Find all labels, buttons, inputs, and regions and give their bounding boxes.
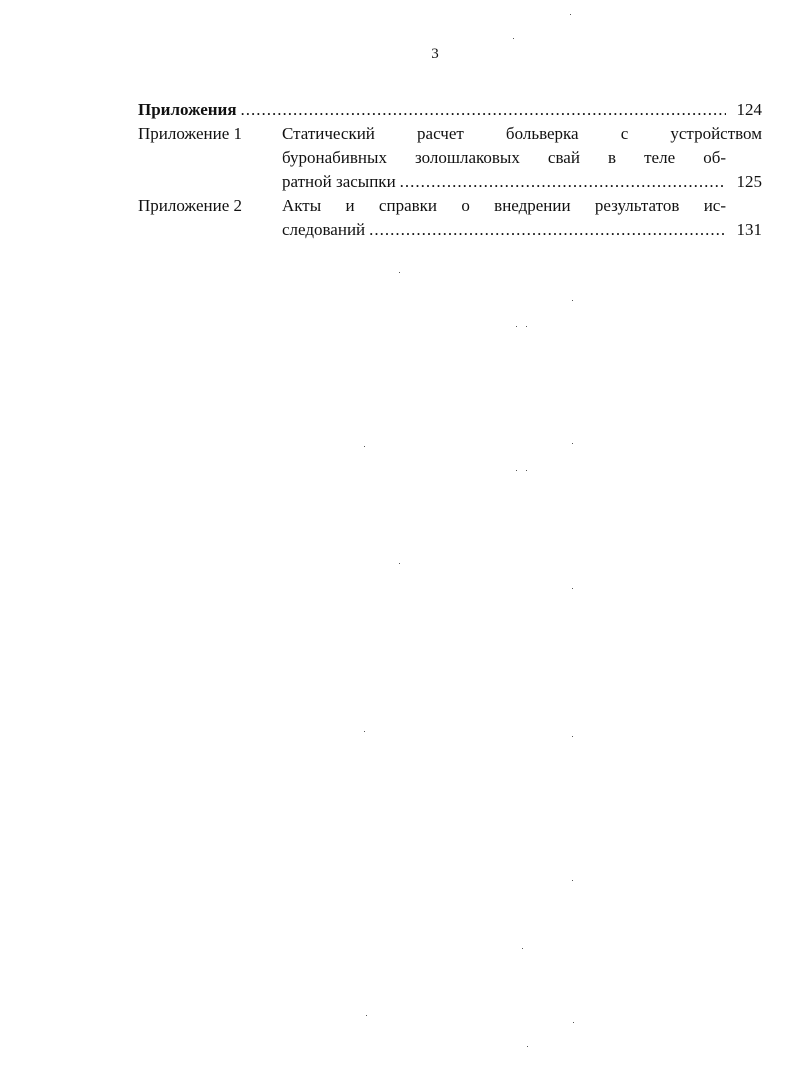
dot-leader xyxy=(369,218,726,242)
toc-entry-text: следований xyxy=(282,220,366,239)
toc-entry-text: ратной засыпки xyxy=(282,172,396,191)
scan-speck xyxy=(572,880,573,881)
toc-entry-body xyxy=(282,122,762,194)
scan-speck xyxy=(399,563,400,564)
scan-speck xyxy=(399,272,400,273)
toc-page-number: 131 xyxy=(736,220,762,239)
scan-speck xyxy=(522,948,523,949)
table-of-contents xyxy=(138,98,762,242)
scan-speck xyxy=(364,731,365,732)
dot-leader xyxy=(400,170,726,194)
toc-entry-label: Приложение 1 xyxy=(138,124,242,143)
scan-speck xyxy=(572,736,573,737)
scan-speck xyxy=(572,300,573,301)
scan-speck xyxy=(366,1015,367,1016)
toc-page-number: 125 xyxy=(736,172,762,191)
toc-entry-appendix-1 xyxy=(138,122,762,194)
toc-entry-text: буронабивных золошлаковых свай в теле об- xyxy=(282,148,726,167)
toc-entry-title: Приложения xyxy=(138,100,237,119)
scan-speck xyxy=(513,38,514,39)
toc-entry-appendix-2 xyxy=(138,194,762,242)
toc-entry-body xyxy=(282,194,762,242)
scan-speck xyxy=(573,1022,574,1023)
toc-line xyxy=(282,218,762,242)
toc-line xyxy=(282,122,762,146)
dot-leader xyxy=(241,98,726,122)
scan-speck xyxy=(526,326,527,327)
scan-speck xyxy=(572,588,573,589)
scan-speck xyxy=(570,14,571,15)
toc-page-number: 124 xyxy=(736,100,762,119)
scan-speck xyxy=(572,443,573,444)
scan-speck xyxy=(516,326,517,327)
scan-speck xyxy=(364,446,365,447)
toc-line xyxy=(282,194,726,218)
scan-speck xyxy=(526,470,527,471)
toc-line xyxy=(282,170,762,194)
toc-entry-text: Статический расчет больверка с устройством xyxy=(282,124,762,143)
toc-entry-text: Акты и справки о внедрении результатов ис- xyxy=(282,196,726,215)
toc-line xyxy=(282,146,726,170)
scan-speck xyxy=(516,470,517,471)
toc-entry-appendices xyxy=(138,98,762,122)
page-number: 3 xyxy=(431,46,439,62)
toc-entry-label: Приложение 2 xyxy=(138,196,242,215)
scan-speck xyxy=(527,1046,528,1047)
